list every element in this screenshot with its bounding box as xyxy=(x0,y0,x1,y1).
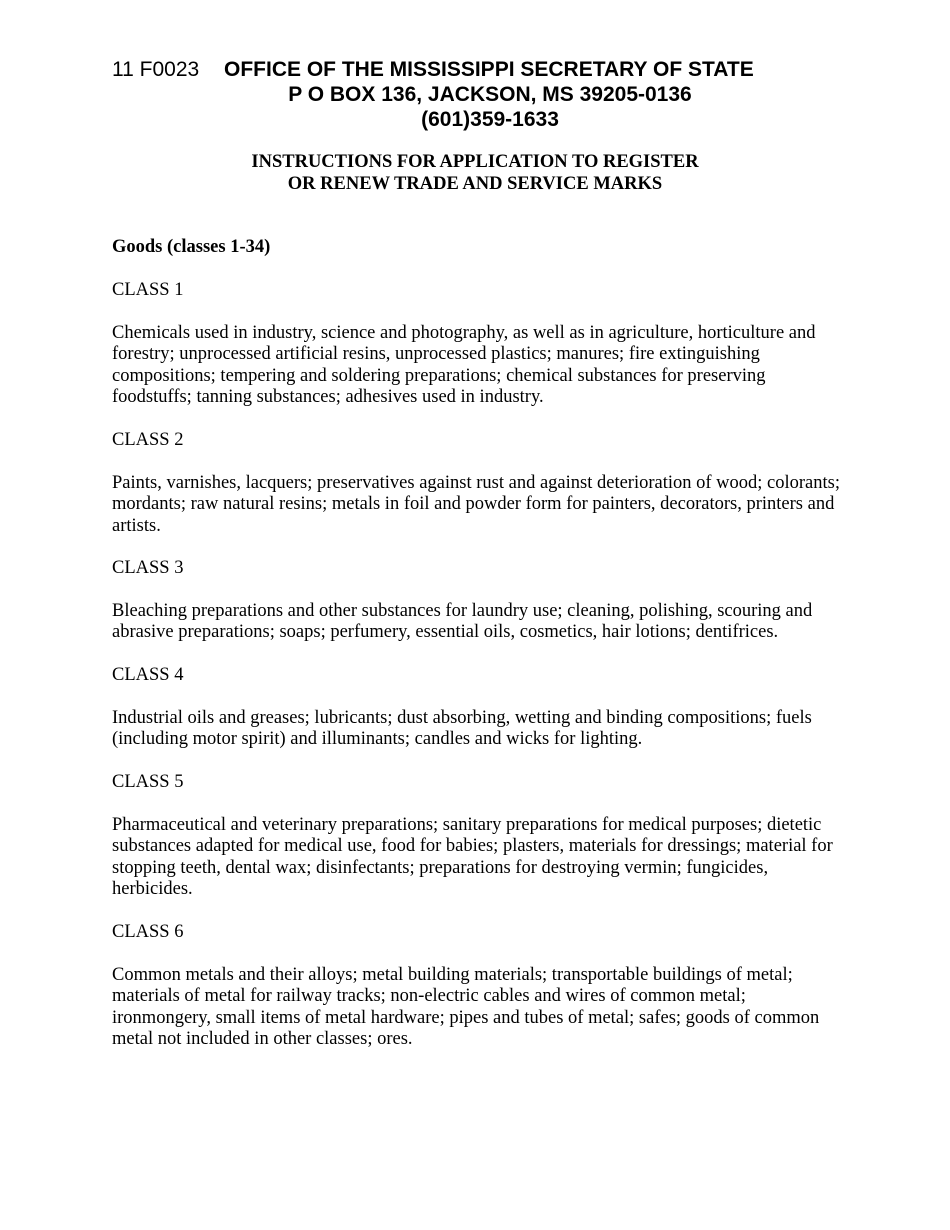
class-label: CLASS 6 xyxy=(112,922,184,942)
class-label: CLASS 2 xyxy=(112,430,184,450)
class-label: CLASS 1 xyxy=(112,280,184,300)
class-description: Pharmaceutical and veterinary preparations; sanitary preparations for medical purposes; dietetic substances adapted for medical use, food for babies; plasters, materials for dressings; material for stopping teeth, dental wax; disinfectants; preparations for destroying vermin; fungicides, herbicides. xyxy=(112,815,833,899)
class-label: CLASS 3 xyxy=(112,558,184,578)
instructions-title-line-2: OR RENEW TRADE AND SERVICE MARKS xyxy=(287,174,663,194)
office-title: OFFICE OF THE MISSISSIPPI SECRETARY OF STATE xyxy=(224,58,754,81)
instructions-title-line-1: INSTRUCTIONS FOR APPLICATION TO REGISTER xyxy=(251,152,699,172)
class-description: Paints, varnishes, lacquers; preservatives against rust and against deterioration of wood; colorants; mordants; raw natural resins; metals in foil and powder form for painters, decorators, printers and artists. xyxy=(112,473,840,536)
class-description: Industrial oils and greases; lubricants; dust absorbing, wetting and binding compositions; fuels (including motor spirit) and illuminants; candles and wicks for lighting. xyxy=(112,708,812,750)
form-code: 11 F0023 xyxy=(112,58,200,81)
office-phone: (601)359-1633 xyxy=(421,108,559,131)
office-address: P O BOX 136, JACKSON, MS 39205-0136 xyxy=(288,83,692,106)
class-description: Chemicals used in industry, science and photography, as well as in agriculture, horticulture and forestry; unprocessed artificial resins, unprocessed plastics; manures; fire extinguishing compositions; tempering and soldering preparations; chemical substances for preserving foodstuffs; tanning substances; adhesives used in industry. xyxy=(112,323,816,407)
class-label: CLASS 5 xyxy=(112,772,184,792)
class-description: Bleaching preparations and other substances for laundry use; cleaning, polishing, scouring and abrasive preparations; soaps; perfumery, essential oils, cosmetics, hair lotions; dentifrices. xyxy=(112,601,813,643)
class-description: Common metals and their alloys; metal building materials; transportable buildings of metal; materials of metal for railway tracks; non-electric cables and wires of common metal; ironmongery, small items of metal hardware; pipes and tubes of metal; safes; goods of common metal not included in other classes; ores. xyxy=(112,965,820,1049)
goods-section-title: Goods (classes 1-34) xyxy=(112,237,271,257)
class-label: CLASS 4 xyxy=(112,665,184,685)
